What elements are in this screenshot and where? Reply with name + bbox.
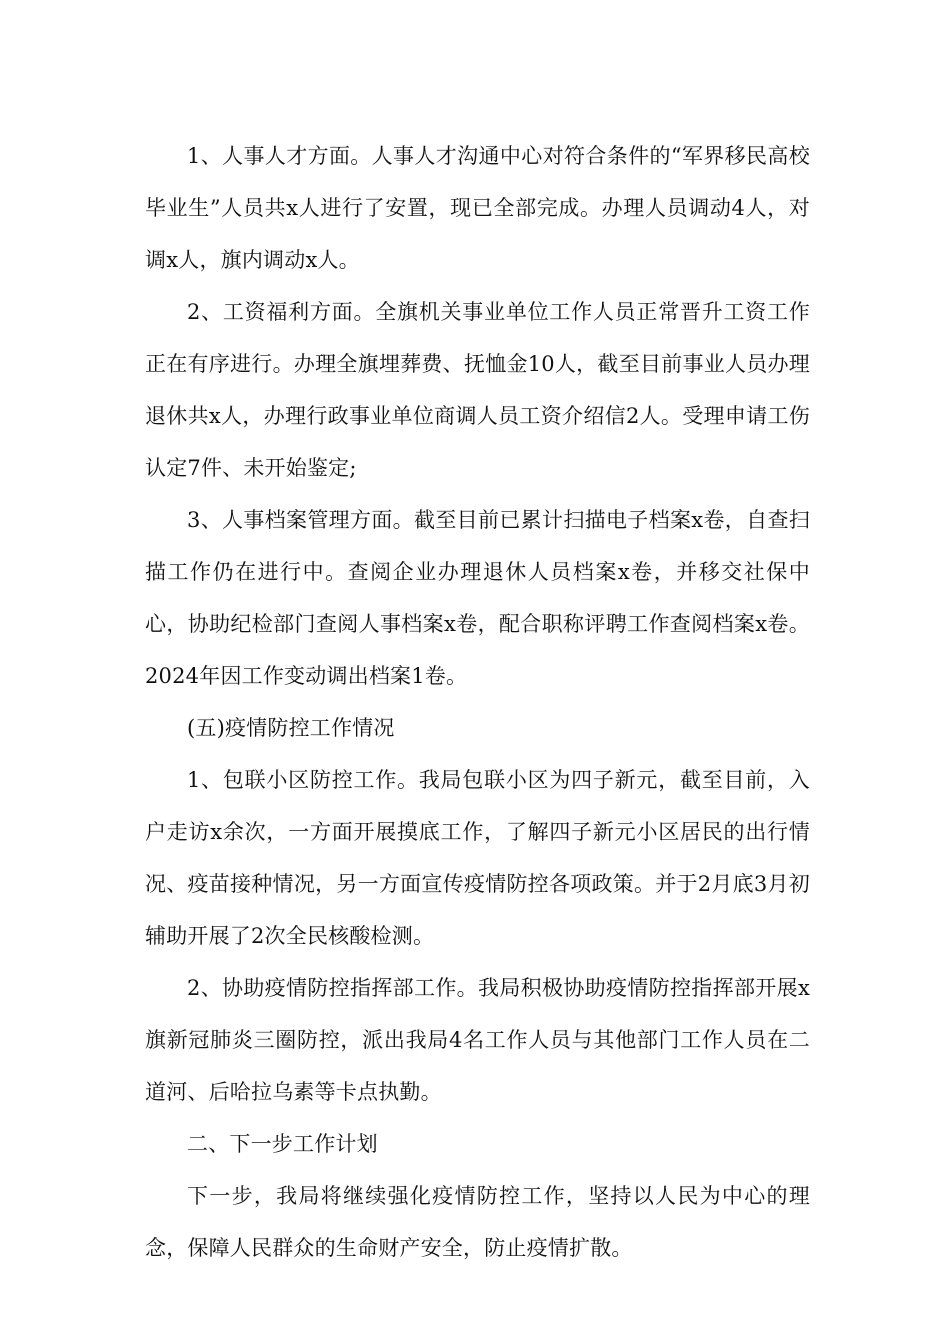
section-heading-next-plan: 二、下一步工作计划 [187, 1132, 378, 1156]
document-body [145, 130, 810, 1274]
paragraph-community-control: 1、包联小区防控工作。我局包联小区为四子新元，截至目前，入户走访x余次，一方面开展摸底工作，了解四子新元小区居民的出行情况、疫苗接种情况，另一方面宣传疫情防控各项政策。并于2月底3月初辅助开展了2次全民核酸检测。 [145, 768, 810, 948]
section-heading-epidemic-control: (五)疫情防控工作情况 [187, 716, 395, 740]
paragraph-command-assistance: 2、协助疫情防控指挥部工作。我局积极协助疫情防控指挥部开展x旗新冠肺炎三圈防控，派出我局4名工作人员与其他部门工作人员在二道河、后哈拉乌素等卡点执勤。 [145, 976, 810, 1104]
paragraph-personnel-archives: 3、人事档案管理方面。截至目前已累计扫描电子档案x卷，自查扫描工作仍在进行中。查阅企业办理退休人员档案x卷，并移交社保中心，协助纪检部门查阅人事档案x卷，配合职称评聘工作查阅档案x卷。2024年因工作变动调出档案1卷。 [145, 508, 810, 688]
paragraph-next-steps: 下一步，我局将继续强化疫情防控工作，坚持以人民为中心的理念，保障人民群众的生命财产安全，防止疫情扩散。 [145, 1184, 810, 1260]
paragraph-wages-welfare: 2、工资福利方面。全旗机关事业单位工作人员正常晋升工资工作正在有序进行。办理全旗埋葬费、抚恤金10人，截至目前事业人员办理退休共x人，办理行政事业单位商调人员工资介绍信2人。受理申请工伤认定7件、未开始鉴定; [145, 300, 810, 480]
paragraph-personnel-talent: 1、人事人才方面。人事人才沟通中心对符合条件的“军界移民高校毕业生”人员共x人进行了安置，现已全部完成。办理人员调动4人，对调x人，旗内调动x人。 [145, 144, 810, 272]
